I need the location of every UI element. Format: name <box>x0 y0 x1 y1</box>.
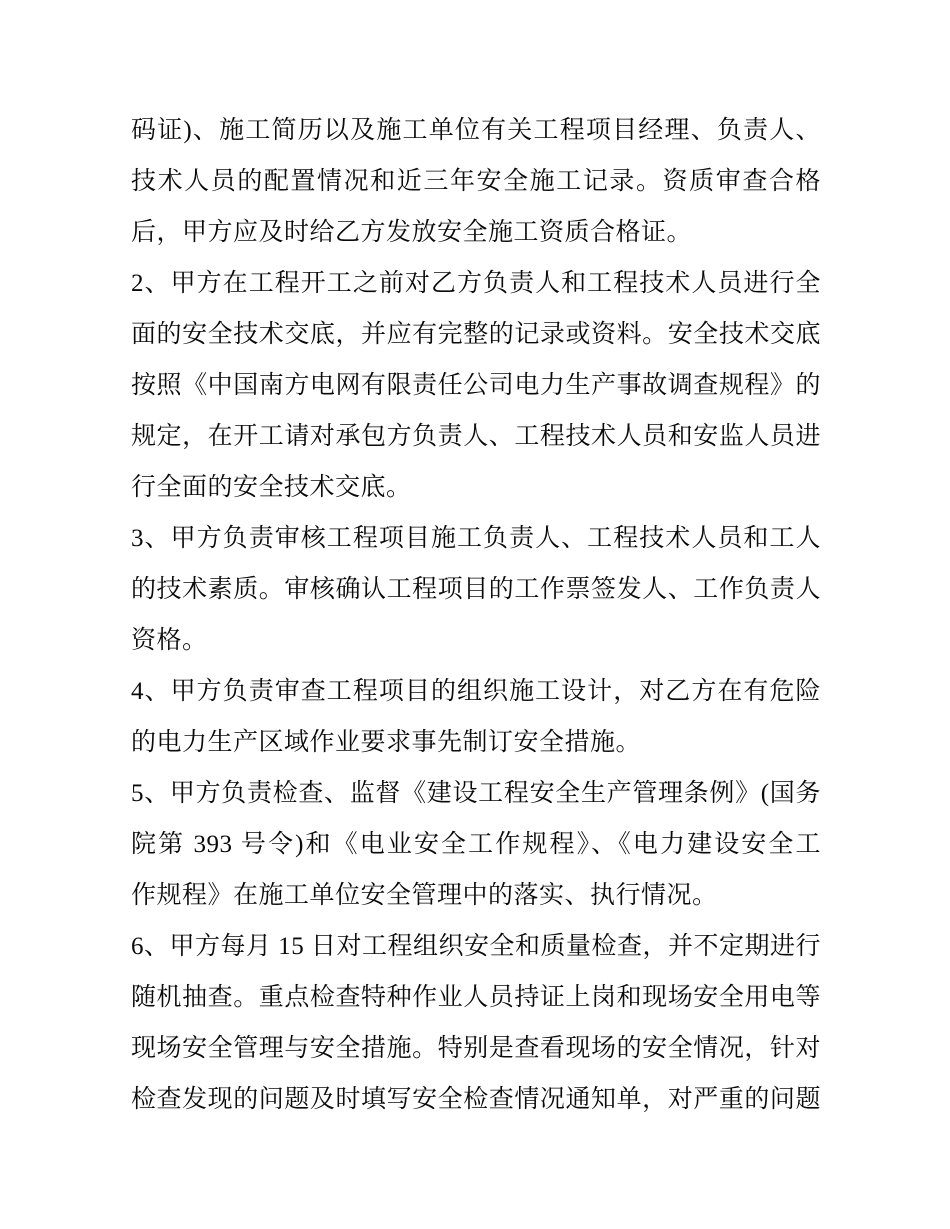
text-line: 的电力生产区域作业要求事先制订安全措施。 <box>131 729 642 756</box>
text-line: 随机抽查。重点检查特种作业人员持证上岗和现场安全用电等 <box>131 984 821 1011</box>
text-line: 院第 393 号令)和《电业安全工作规程》、《电力建设安全工 <box>131 831 821 858</box>
text-line: 6、甲方每月 15 日对工程组织安全和质量检查，并不定期进行 <box>131 933 822 960</box>
text-line: 5、甲方负责检查、监督《建设工程安全生产管理条例》(国务 <box>131 780 821 807</box>
text-line: 2、甲方在工程开工之前对乙方负责人和工程技术人员进行全 <box>131 270 821 297</box>
text-line: 码证)、施工简历以及施工单位有关工程项目经理、负责人、 <box>131 117 821 144</box>
text-line: 面的安全技术交底，并应有完整的记录或资料。安全技术交底 <box>131 321 821 348</box>
text-line: 规定，在开工请对承包方负责人、工程技术人员和安监人员进 <box>131 423 821 450</box>
text-line: 3、甲方负责审核工程项目施工负责人、工程技术人员和工人 <box>131 525 821 552</box>
document-body <box>131 105 821 1125</box>
text-line: 后，甲方应及时给乙方发放安全施工资质合格证。 <box>131 219 693 246</box>
text-line: 检查发现的问题及时填写安全检查情况通知单，对严重的问题 <box>131 1086 821 1113</box>
text-line: 技术人员的配置情况和近三年安全施工记录。资质审查合格 <box>131 168 821 195</box>
text-line: 的技术素质。审核确认工程项目的工作票签发人、工作负责人 <box>131 576 821 603</box>
text-line: 4、甲方负责审查工程项目的组织施工设计，对乙方在有危险 <box>131 678 821 705</box>
paragraph <box>131 513 821 666</box>
text-line: 行全面的安全技术交底。 <box>131 474 412 501</box>
paragraph <box>131 768 821 921</box>
text-line: 资格。 <box>131 627 208 654</box>
paragraph <box>131 105 821 258</box>
text-line: 现场安全管理与安全措施。特别是查看现场的安全情况，针对 <box>131 1035 821 1062</box>
paragraph <box>131 666 821 768</box>
paragraph <box>131 921 821 1125</box>
text-line: 按照《中国南方电网有限责任公司电力生产事故调查规程》的 <box>131 372 821 399</box>
text-line: 作规程》在施工单位安全管理中的落实、执行情况。 <box>131 882 718 909</box>
paragraph <box>131 258 821 513</box>
